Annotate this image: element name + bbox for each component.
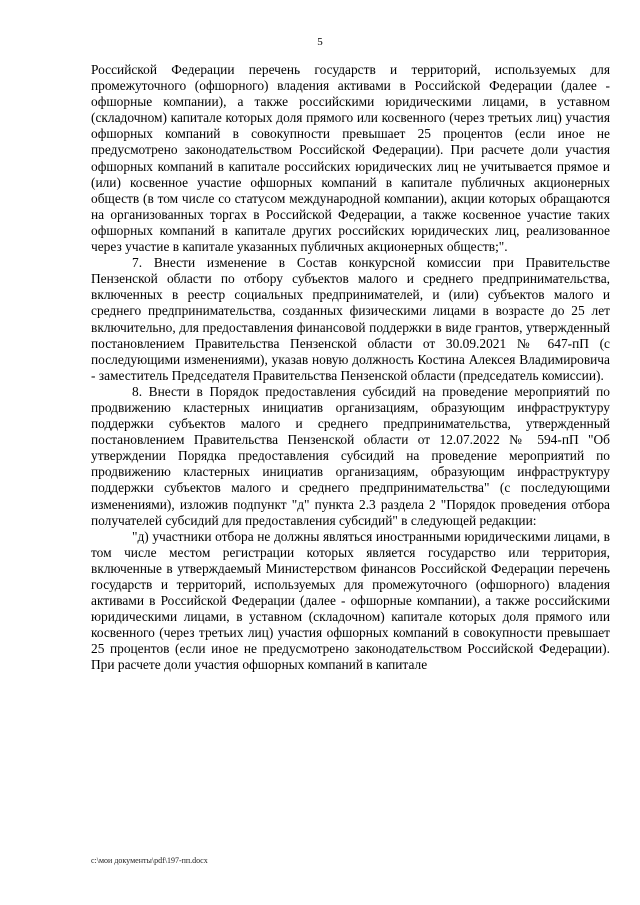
paragraph-item-8: 8. Внести в Порядок предоставления субсидий на проведение мероприятий по продвижению кластерных инициатив организациям, образующим инфраструктуру поддержки субъектов малого и среднего предпринимательства, утвержденный постановлением Правительства Пензенской области от 12.07.2022 № 594-пП "Об утверждении Порядка предоставления субсидий на проведение мероприятий по продвижению кластерных инициатив организациям, образующим инфраструктуру поддержки субъектов малого и среднего предпринимательства" (с последующими изменениями), изложив подпункт "д" пункта 2.3 раздела 2 "Порядок проведения отбора получателей субсидий для предоставления субсидий" в следующей редакции:: [91, 383, 610, 528]
paragraph-item-7: 7. Внести изменение в Состав конкурсной комиссии при Правительстве Пензенской области по отбору субъектов малого и среднего предпринимательства, включенных в реестр социальных предпринимателей, и (или) субъектов малого и среднего предпринимательства, созданных физическими лицами в возрасте до 25 лет включительно, для предоставления финансовой поддержки в виде грантов, утвержденный постановлением Правительства Пензенской области от 30.09.2021 № 647-пП (с последующими изменениями), указав новую должность Костина Алексея Владимировича - заместитель Председателя Правительства Пензенской области (председатель комиссии).: [91, 255, 610, 383]
document-body: [91, 62, 610, 674]
page-number: 5: [317, 36, 323, 48]
paragraph-continuation: Российской Федерации перечень государств и территорий, используемых для промежуточного (офшорного) владения активами в Российской Федерации (далее - офшорные компании), а также российскими юридическими лицами, в уставном (складочном) капитале которых доля прямого или косвенного (через третьих лиц) участия офшорных компаний в совокупности превышает 25 процентов (если иное не предусмотрено законодательством Российской Федерации). При расчете доли участия офшорных компаний в капитале российских юридических лиц не учитывается прямое и (или) косвенное участие офшорных компаний в капитале публичных акционерных обществ (в том числе со статусом международной компании), акции которых обращаются на организованных торгах в Российской Федерации, а также косвенное участие таких офшорных компаний в капитале других российских юридических лиц, реализованное через участие в капитале указанных публичных акционерных обществ;".: [91, 62, 610, 255]
paragraph-subitem-d: "д) участники отбора не должны являться иностранными юридическими лицами, в том числе местом регистрации которых является государство или территория, включенные в утверждаемый Министерством финансов Российской Федерации перечень государств и территорий, используемых для промежуточного (офшорного) владения активами в Российской Федерации (далее - офшорные компании), а также российскими юридическими лицами, в уставном (складочном) капитале которых доля прямого или косвенного (через третьих лиц) участия офшорных компаний в совокупности превышает 25 процентов (если иное не предусмотрено законодательством Российской Федерации). При расчете доли участия офшорных компаний в капитале: [91, 528, 610, 673]
footer-file-path: c:\мои документы\pdf\197-пп.docx: [91, 856, 208, 865]
